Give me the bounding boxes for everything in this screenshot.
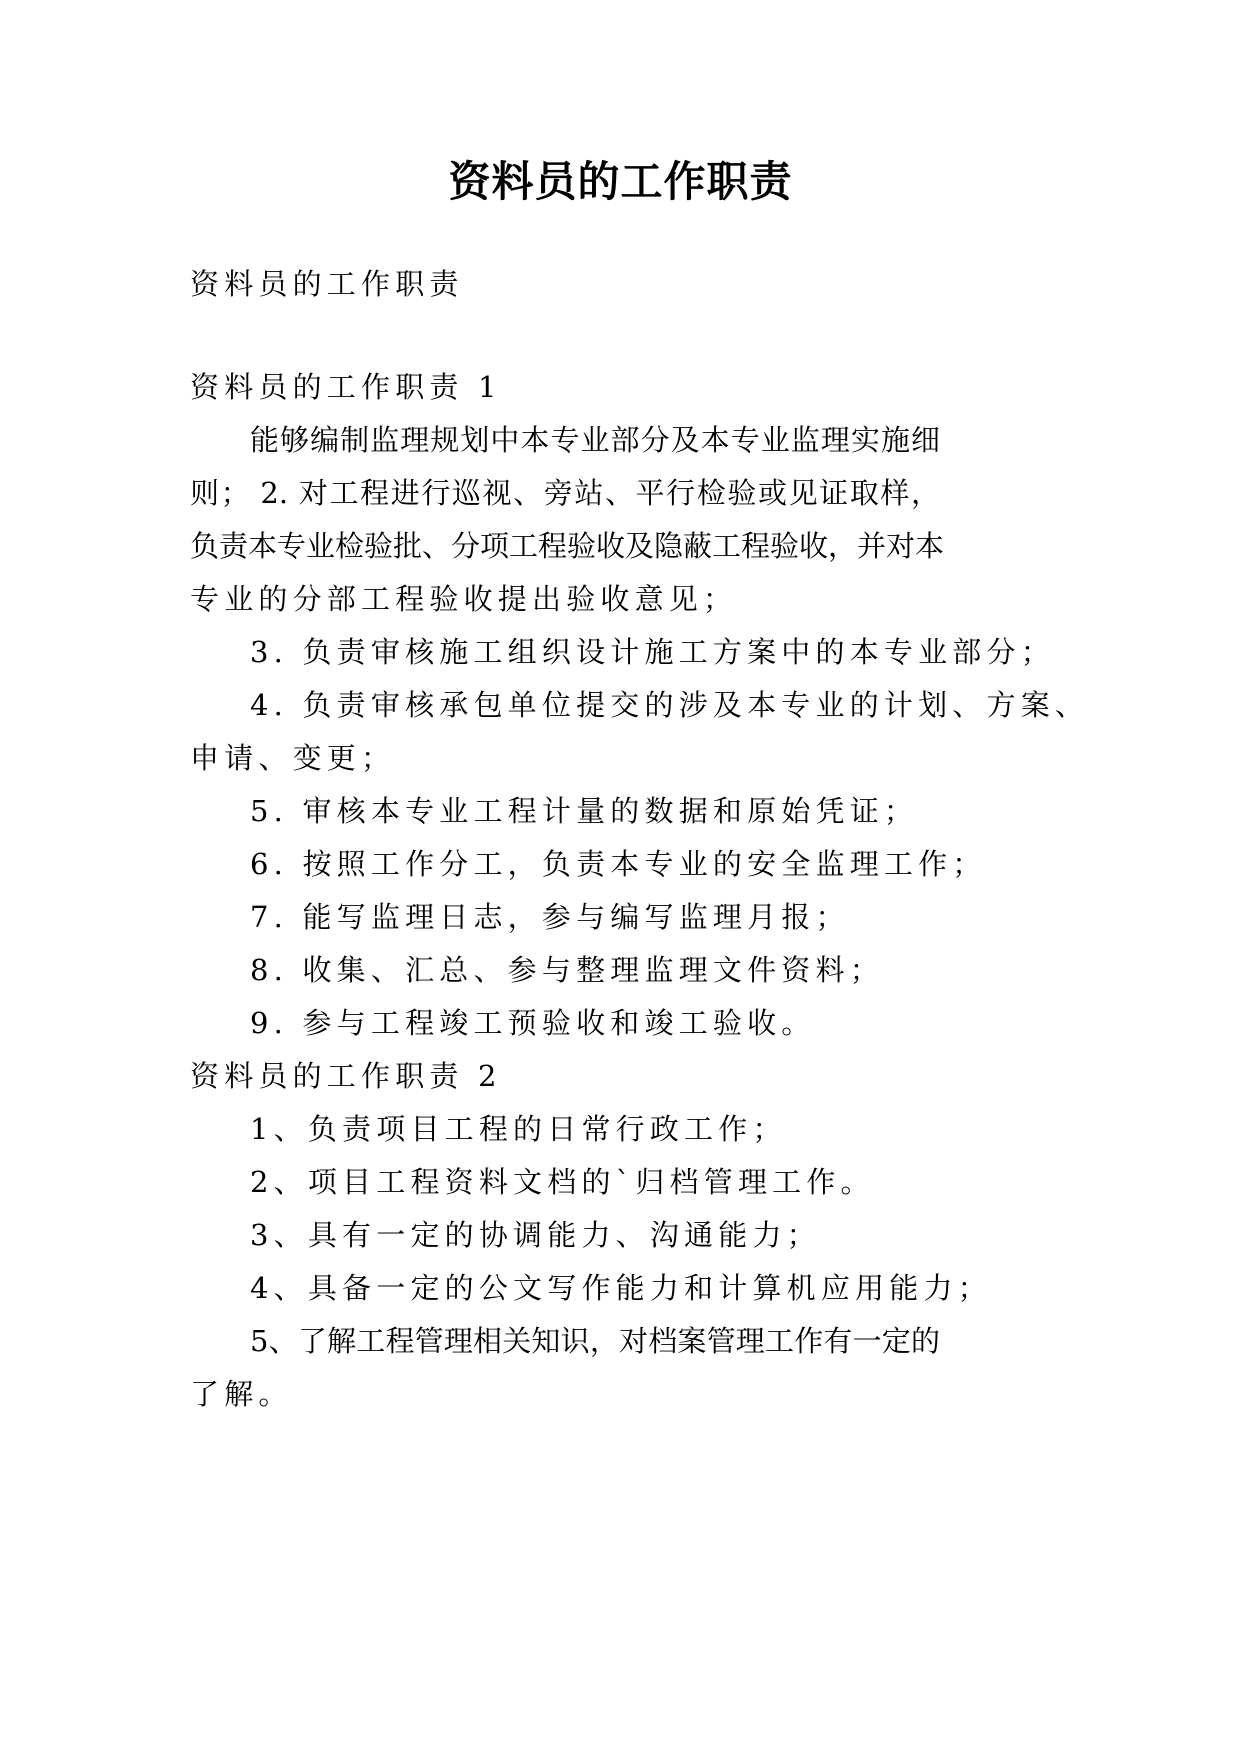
- list-item: 3、具有一定的协调能力、沟通能力；: [250, 1218, 821, 1252]
- section-heading-2: 资料员的工作职责 2: [190, 1059, 502, 1093]
- paragraph-line: 申请、变更；: [190, 741, 396, 775]
- list-item: 7. 能写监理日志，参与编写监理月报；: [250, 900, 850, 934]
- list-item: 8. 收集、汇总、参与整理监理文件资料；: [250, 953, 884, 987]
- list-item: 9. 参与工程竣工预验收和竣工验收。: [250, 1006, 816, 1040]
- list-item: 2、项目工程资料文档的`归档管理工作。: [250, 1165, 875, 1199]
- paragraph-line: 则； 2. 对工程进行巡视、旁站、平行检验或见证取样，: [190, 476, 940, 510]
- document-title: 资料员的工作职责: [448, 157, 793, 206]
- paragraph-line: 能够编制监理规划中本专业部分及本专业监理实施细: [250, 423, 940, 457]
- list-item: 5. 审核本专业工程计量的数据和原始凭证；: [250, 794, 919, 828]
- paragraph-line: 负责本专业检验批、分项工程验收及隐蔽工程验收，并对本: [190, 529, 945, 563]
- list-item: 4. 负责审核承包单位提交的涉及本专业的计划、方案、: [250, 688, 1090, 722]
- section-heading-1: 资料员的工作职责 1: [190, 370, 502, 404]
- list-item: 5、了解工程管理相关知识，对档案管理工作有一定的: [250, 1324, 940, 1358]
- list-item: 3. 负责审核施工组织设计施工方案中的本专业部分；: [250, 635, 1055, 669]
- paragraph-line: 专业的分部工程验收提出验收意见；: [190, 582, 738, 616]
- document-subtitle: 资料员的工作职责: [190, 267, 464, 301]
- paragraph-line: 了解。: [190, 1377, 293, 1411]
- list-item: 1、负责项目工程的日常行政工作；: [250, 1112, 787, 1146]
- list-item: 4、具备一定的公文写作能力和计算机应用能力；: [250, 1271, 992, 1305]
- list-item: 6. 按照工作分工，负责本专业的安全监理工作；: [250, 847, 987, 881]
